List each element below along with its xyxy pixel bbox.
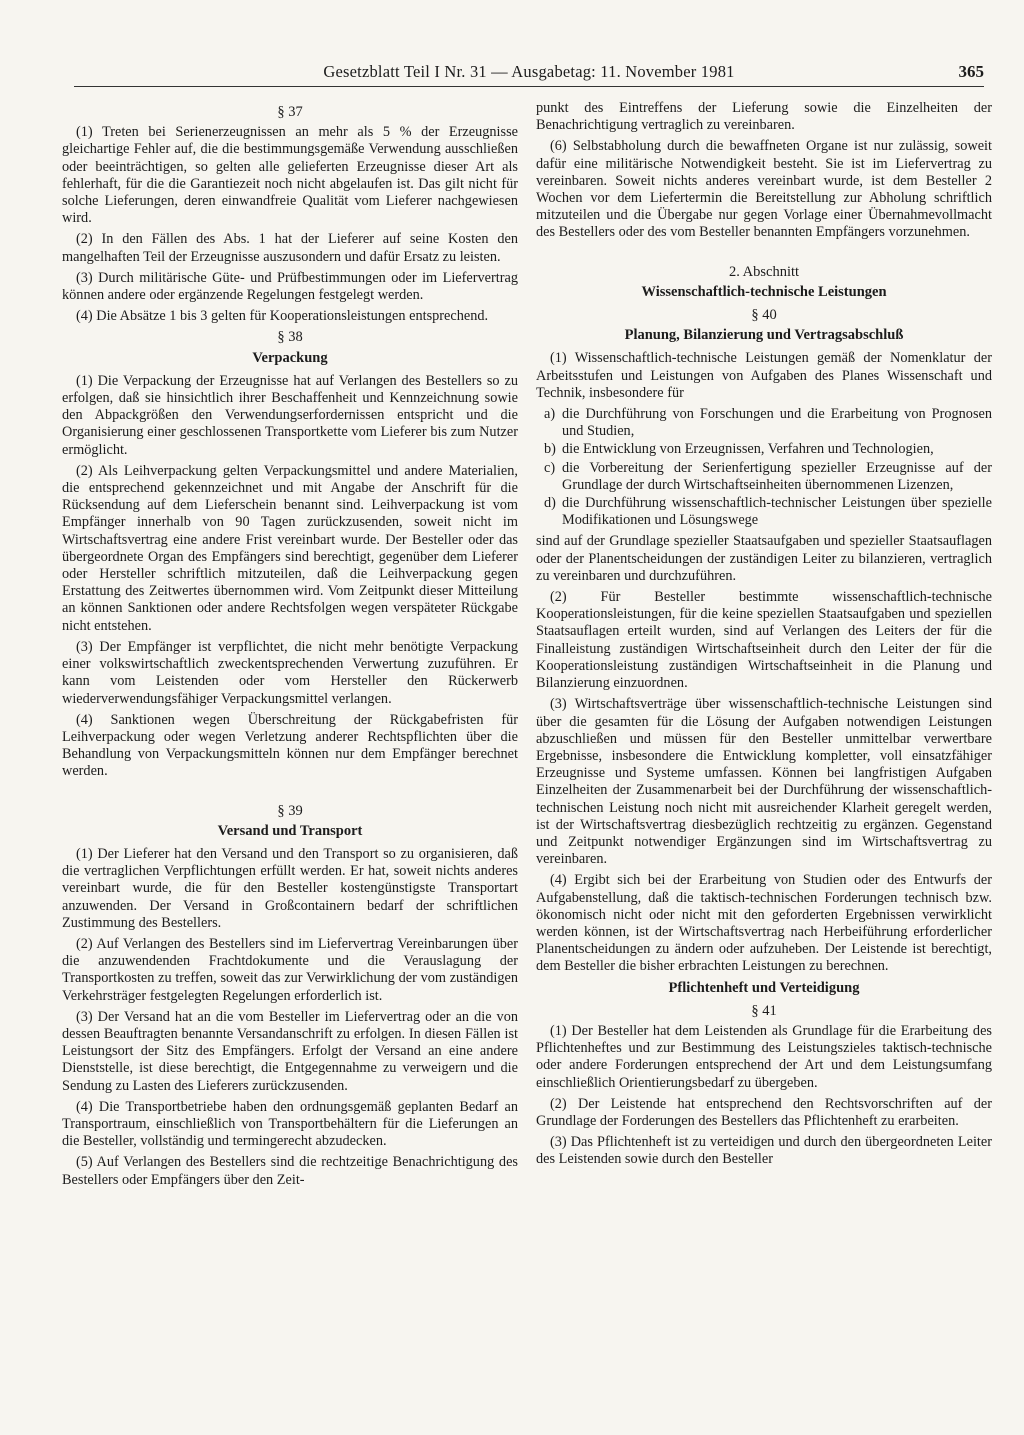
s37-paragraph-1: (1) Treten bei Serienerzeugnissen an mehr als 5 % der Erzeugnisse gleichartige Fehler auf, die die bestimmungsgemäße Verwendung ausschließen oder beeinträchtigen, so gelten alle gelieferten Erzeugnisse dieser Art als fehlerhaft, für die die Garantiezeit noch nicht abgelaufen ist. Das gilt nicht für solche Lieferungen, deren einwandfreie Qualität vom Lieferer nachgewiesen wird. [62, 124, 518, 227]
section-39-title: § 39 [277, 802, 303, 819]
list-item-label: d) [544, 495, 556, 512]
left-column [62, 100, 518, 1420]
abschnitt-title: Wissenschaftlich-technische Leistungen [641, 283, 887, 300]
continued-paragraph: punkt des Eintreffens der Lieferung sowie die Einzelheiten der Benachrichtigung vertraglich zu vereinbaren. [536, 100, 992, 134]
s38-paragraph-4: (4) Sanktionen wegen Überschreitung der Rückgabefristen für Leihverpackung oder wegen Verletzung anderer Rechtspflichten über die Behandlung von Verpackungsmitteln können nur dem Empfänger berechnet werden. [62, 711, 518, 780]
list-item-label: c) [544, 459, 556, 476]
list-item-text: die Vorbereitung der Serienfertigung spezieller Erzeugnisse auf der Grundlage der durch Wirtschaftseinheiten übernommenen Lizenzen, [562, 459, 992, 493]
list-item [536, 406, 992, 440]
s39-paragraph-3: (3) Der Versand hat an die vom Besteller im Liefervertrag oder an die von dessen Beauftragten benannte Versandanschrift zu erfolgen. In diesen Fällen ist Leistungsort der Sitz des Empfängers. Erfolgt der Versand an eine andere Dienststelle, ist diese berechtigt, die Entgegennahme zu verweigern und die Sendung zu Lasten des Lieferers zurückzusenden. [62, 1008, 518, 1094]
section-41-heading: Pflichtenheft und Verteidigung [668, 979, 860, 996]
section-38-heading: Verpackung [252, 349, 328, 366]
section-40-title: § 40 [751, 307, 777, 324]
list-item-text: die Durchführung wissenschaftlich-technischer Leistungen über spezielle Modifikationen und Lösungswege [562, 495, 992, 529]
abschnitt-number: 2. Abschnitt [728, 263, 800, 280]
s39-paragraph-1: (1) Der Lieferer hat den Versand und den Transport so zu organisieren, daß die vertraglichen Verpflichtungen erfüllt werden. Er hat, soweit nichts anderes vereinbart wurde, die für den Besteller kostengünstigste Transportart anzuwenden. Der Versand in Großcontainern bedarf der schriftlichen Zustimmung des Bestellers. [62, 845, 518, 931]
list-item [536, 460, 992, 494]
s39-paragraph-4: (4) Die Transportbetriebe haben den ordnungsgemäß geplanten Bedarf an Transportraum, einschließlich von Transportbehältern für die Lieferungen an die Besteller, vollständig und termingerecht abzudecken. [62, 1098, 518, 1150]
s37-paragraph-3: (3) Durch militärische Güte- und Prüfbestimmungen oder im Liefervertrag können andere oder ergänzende Regelungen festgelegt werden. [62, 269, 518, 304]
s38-paragraph-3: (3) Der Empfänger ist verpflichtet, die nicht mehr benötigte Verpackung einer volkswirtschaftlich zweckentsprechenden Verwertung zuzuführen. Er kann vom Leistenden oder vom Hersteller den Rückerwerb wiederverwendungsfähiger Verpackungsmittel verlangen. [62, 638, 518, 707]
s39-paragraph-2: (2) Auf Verlangen des Bestellers sind im Liefervertrag Vereinbarungen über die anzuwendenden Frachtdokumente und die Verauslagung der Transportkosten zu treffen, soweit das zur Verwirklichung der vom zuständigen Verkehrsträger festgelegten Regelungen erforderlich ist. [62, 935, 518, 1004]
list-item-text: die Entwicklung von Erzeugnissen, Verfahren und Technologien, [562, 441, 934, 458]
page-number: 365 [958, 62, 984, 81]
s41-paragraph-3: (3) Das Pflichtenheft ist zu verteidigen und durch den übergeordneten Leiter des Leistenden sowie durch den Besteller [536, 1134, 992, 1168]
right-column [536, 100, 992, 1420]
s40-paragraph-2: (2) Für Besteller bestimmte wissenschaftlich-technische Kooperationsleistungen, für die keine speziellen Staatsaufgaben und speziellen Staatsauflagen erteilt wurden, sind auf Verlangen des Leiters der für die Finalleistung zuständigen Wirtschaftseinheit durch den Leiter der für die Kooperationsleistung zuständigen Wirtschaftseinheit in die Planung und Bilanzierung einzuordnen. [536, 589, 992, 692]
s39-paragraph-6: (6) Selbstabholung durch die bewaffneten Organe ist nur zulässig, soweit dafür eine militärische Notwendigkeit besteht. Sie ist im Liefervertrag zu vereinbaren. Soweit nichts anderes vereinbart wurde, ist dem Besteller 2 Wochen vor dem Liefertermin die Bereitstellung zur Abholung schriftlich mitzuteilen und die Übergabe nur gegen Vorlage einer Übernahmevollmacht des Bestellers oder des vom Besteller benannten Empfängers vorzunehmen. [536, 138, 992, 241]
header-rule [74, 86, 984, 87]
list-item-text: die Durchführung von Forschungen und die Erarbeitung von Prognosen und Studien, [562, 406, 992, 440]
s40-paragraph-3: (3) Wirtschaftsverträge über wissenschaftlich-technische Leistungen sind über die gesamten für die Lösung der Aufgaben notwendigen Leistungen abzuschließen und müssen für den Besteller unmittelbar verwertbare Ergebnisse, insbesondere die Entwicklung kompletter, voll einsatzfähiger Erzeugnisse und Systeme umfassen. Können bei langfristigen Aufgaben Einzelheiten der Zusammenarbeit bei der Durchführung der wissenschaftlich-technischen Leistung noch nicht mit ausreichender Klarheit geregelt werden, ist der Wirtschaftsvertrag diesbezüglich rechtzeitig zu ergänzen. Gegenstand und Zeitpunkt notwendiger Ergänzungen sind im Wirtschaftsvertrag zu vereinbaren. [536, 696, 992, 868]
section-38-title: § 38 [277, 329, 303, 346]
s37-paragraph-4: (4) Die Absätze 1 bis 3 gelten für Kooperationsleistungen entsprechend. [76, 308, 489, 325]
list-item [536, 495, 992, 529]
page-header [74, 58, 984, 88]
s38-paragraph-1: (1) Die Verpackung der Erzeugnisse hat auf Verlangen des Bestellers so zu erfolgen, daß sie hinsichtlich ihrer Beschaffenheit und Kennzeichnung sowie den Abpackgrößen den Verwendungserfordernissen entspricht und die Organisierung einer geschlossenen Transportkette vom Lieferer bis zum Nutzer ermöglicht. [62, 372, 518, 458]
section-40-heading: Planung, Bilanzierung und Vertragsabschluß [624, 327, 904, 344]
s41-paragraph-2: (2) Der Leistende hat entsprechend den Rechtsvorschriften auf der Grundlage der Forderungen des Bestellers das Pflichtenheft zu erarbeiten. [536, 1095, 992, 1129]
s37-paragraph-2: (2) In den Fällen des Abs. 1 hat der Lieferer auf seine Kosten den mangelhaften Teil der Erzeugnisse auszusondern und dafür Ersatz zu leisten. [62, 231, 518, 265]
s40-list [536, 406, 992, 529]
header-title: Gesetzblatt Teil I Nr. 31 — Ausgabetag: 11. November 1981 [323, 62, 735, 81]
section-37-title: § 37 [277, 104, 303, 120]
s41-paragraph-1: (1) Der Besteller hat dem Leistenden als Grundlage für die Erarbeitung des Pflichtenheftes und zur Bestimmung des Leistungszieles taktisch-technische oder andere Forderungen entsprechend der Art und dem Leistungsumfang einschließlich Orientierungsbedarf zu übergeben. [536, 1022, 992, 1091]
s39-paragraph-5: (5) Auf Verlangen des Bestellers sind die rechtzeitige Benachrichtigung des Bestellers oder Empfängers über den Zeit- [62, 1154, 518, 1188]
section-39-heading: Versand und Transport [217, 822, 363, 839]
s40-paragraph-1-intro: (1) Wissenschaftlich-technische Leistungen gemäß der Nomenklatur der Arbeitsstufen und Leistungen von Aufgaben des Planes Wissenschaft und Technik, insbesondere für [536, 350, 992, 401]
s40-paragraph-1-end: sind auf der Grundlage spezieller Staatsaufgaben und spezieller Staatsauflagen oder der Planentscheidungen der zuständigen Leiter zu bilanzieren, vertraglich zu vereinbaren und durchzuführen. [536, 533, 992, 584]
section-41-title: § 41 [751, 1002, 777, 1019]
list-item [536, 441, 992, 458]
list-item-label: b) [544, 441, 556, 458]
s40-paragraph-4: (4) Ergibt sich bei der Erarbeitung von Studien oder des Entwurfs der Aufgabenstellung, daß die taktisch-technischen Forderungen technisch bzw. ökonomisch nicht oder nicht mit den geforderten Ergebnissen verwirklicht werden können, ist der Wirtschaftsvertrag nach Herbeiführung erforderlicher Planentscheidungen zu ändern oder aufzuheben. Der Leistende ist berechtigt, dem Besteller die bisher erbrachten Leistungen zu berechnen. [536, 872, 992, 975]
s38-paragraph-2: (2) Als Leihverpackung gelten Verpackungsmittel und andere Materialien, die entsprechend gekennzeichnet und mit Angabe der Anschrift für die Rücksendung auf dem Lieferschein benannt sind. Leihverpackung ist vom Empfänger innerhalb von 90 Tagen zurückzusenden, soweit nicht im Wirtschaftsvertrag eine andere Frist vereinbart wurde. Der Besteller oder das übergeordnete Organ des Empfängers sind berechtigt, gegenüber dem Lieferer oder Hersteller schriftlich mitzuteilen, daß die Leihverpackung gegen Erstattung des Zeitwertes übernommen wird. Vom Zeitpunkt dieser Mitteilung an können Sanktionen oder andere Rechtsfolgen wegen verspäteter Rückgabe nicht entstehen. [62, 462, 518, 634]
list-item-label: a) [544, 406, 556, 423]
